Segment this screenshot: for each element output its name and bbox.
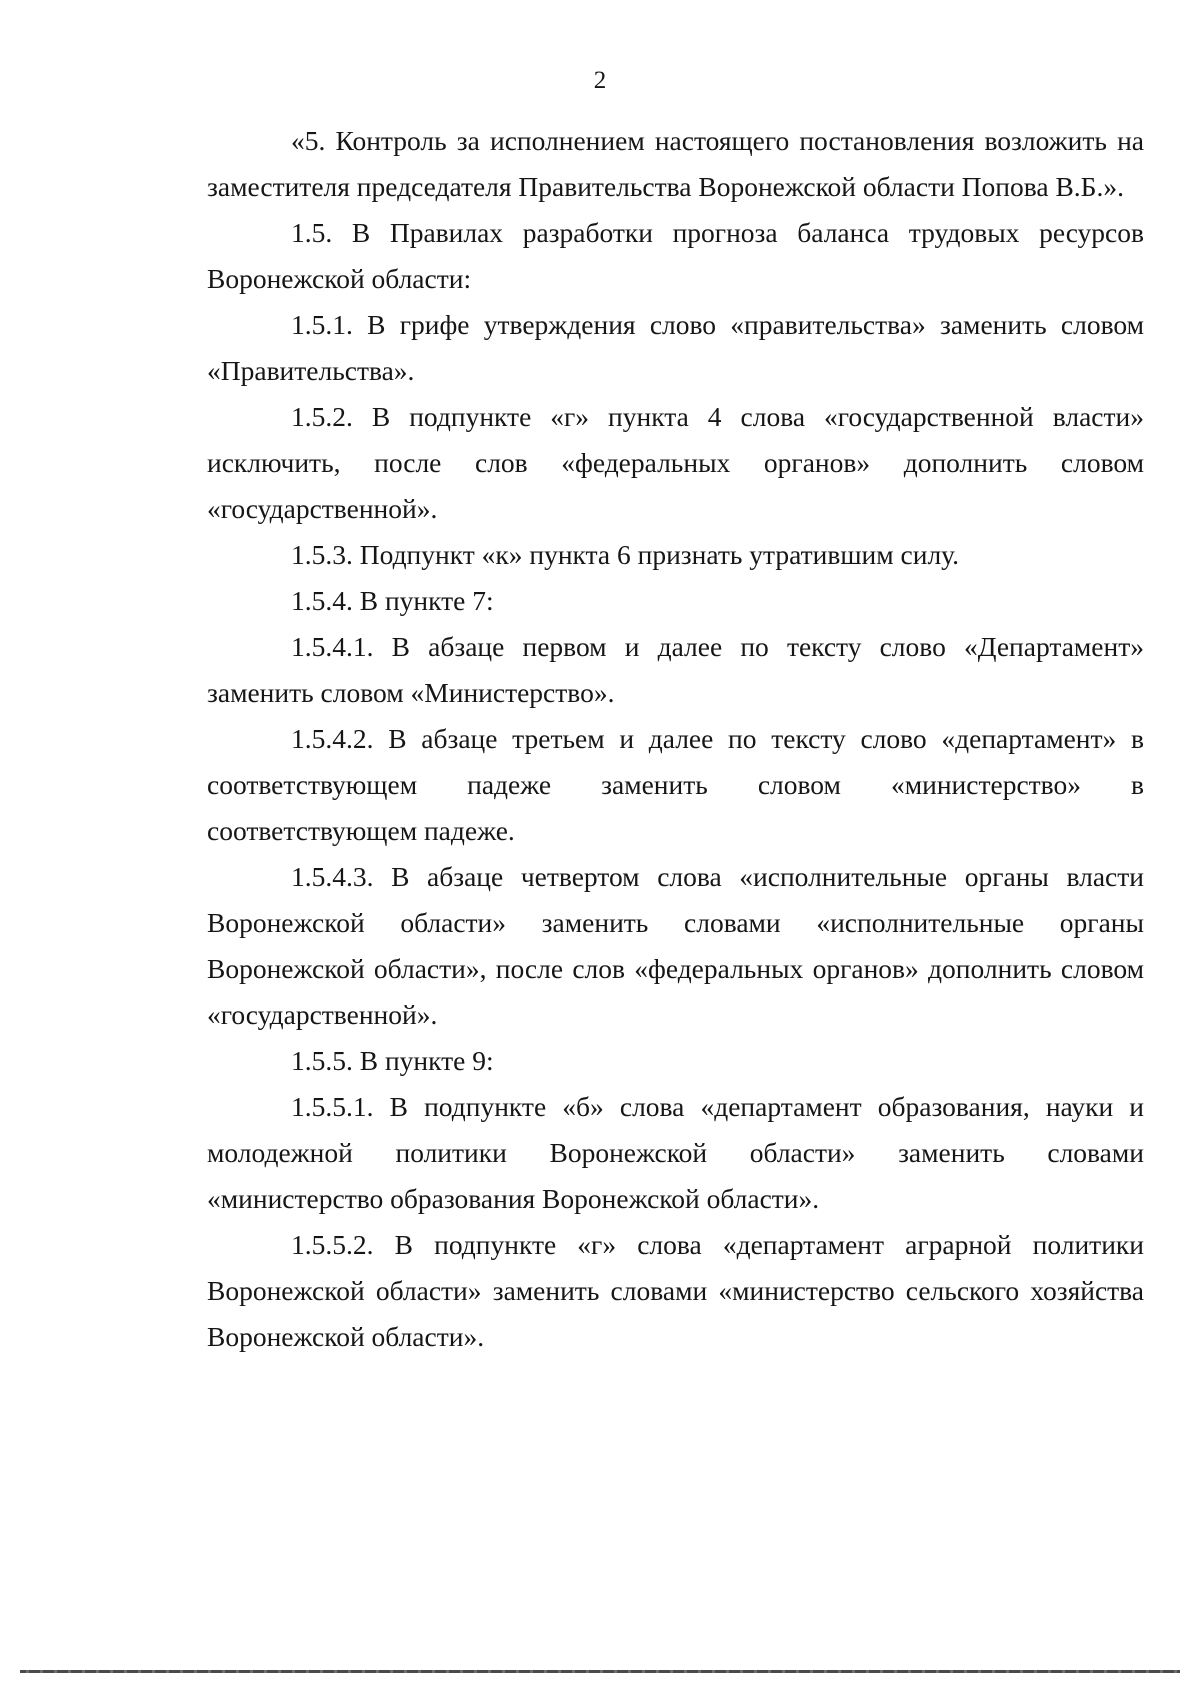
paragraph-1-5-3: 1.5.3. Подпункт «к» пункта 6 признать утратившим силу. (291, 539, 960, 570)
paragraph-1-5-4-2: 1.5.4.2. В абзаце третьем и далее по тексту слово «департамент» в соответствующем падеже заменить словом «министерство» в соответствующем падеже. (207, 723, 1144, 846)
paragraph-1-5-4: 1.5.4. В пункте 7: (291, 585, 494, 616)
paragraph-1-5-2: 1.5.2. В подпункте «г» пункта 4 слова «государственной власти» исключить, после слов «федеральных органов» дополнить словом «государственной». (207, 401, 1144, 524)
paragraph-1-5-5-2: 1.5.5.2. В подпункте «г» слова «департамент аграрной политики Воронежской области» заменить словами «министерство сельского хозяйства Воронежской области». (207, 1229, 1144, 1352)
paragraph-1-5-1: 1.5.1. В грифе утверждения слово «правительства» заменить словом «Правительства». (207, 309, 1144, 386)
page-number: 2 (593, 67, 607, 94)
paragraph-1-5-5: 1.5.5. В пункте 9: (291, 1045, 494, 1076)
paragraph-1-5-4-1: 1.5.4.1. В абзаце первом и далее по тексту слово «Департамент» заменить словом «Министерство». (207, 631, 1144, 708)
paragraph-control-clause: «5. Контроль за исполнением настоящего постановления возложить на заместителя председателя Правительства Воронежской области Попова В.Б.». (207, 125, 1144, 202)
document-body (207, 118, 1144, 1360)
paragraph-1-5: 1.5. В Правилах разработки прогноза баланса трудовых ресурсов Воронежской области: (207, 217, 1144, 294)
paragraph-1-5-4-3: 1.5.4.3. В абзаце четвертом слова «исполнительные органы власти Воронежской области» заменить словами «исполнительные органы Воронежской области», после слов «федеральных органов» дополнить словом «государственной». (207, 861, 1144, 1030)
scan-bottom-edge (20, 1670, 1180, 1673)
paragraph-1-5-5-1: 1.5.5.1. В подпункте «б» слова «департамент образования, науки и молодежной политики Воронежской области» заменить словами «министерство образования Воронежской области». (207, 1091, 1144, 1214)
